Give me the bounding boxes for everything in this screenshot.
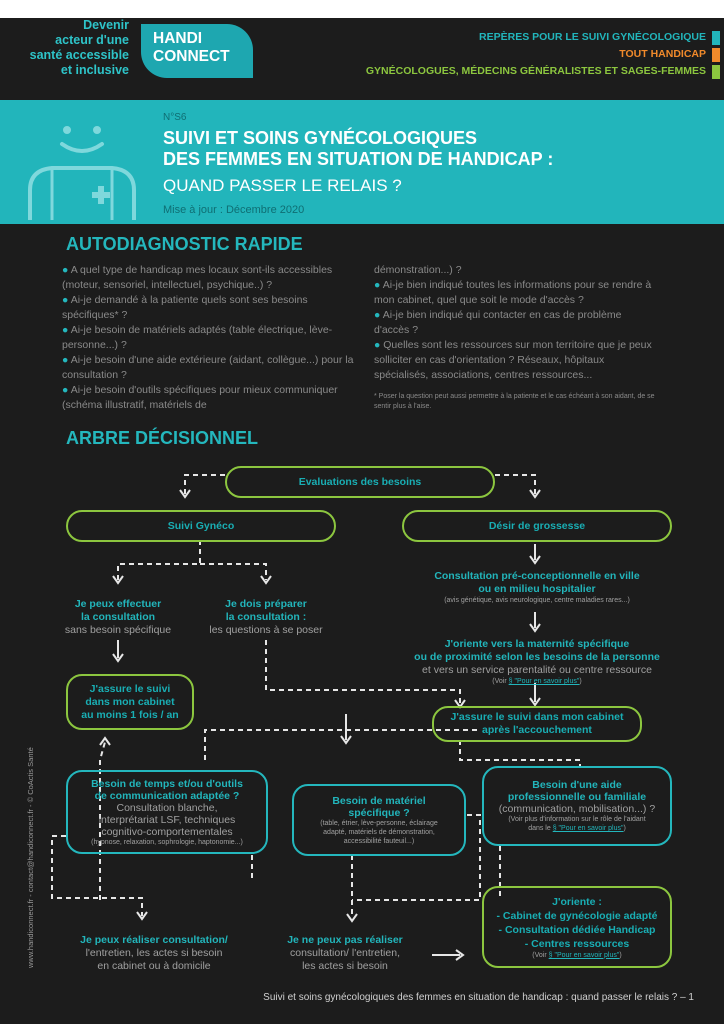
node-line: ou en milieu hospitalier [478, 583, 596, 595]
node-line: les actes si besoin [302, 960, 388, 972]
node-line: l'entretien, les actes si besoin [85, 947, 223, 959]
pour-en-savoir-plus-link[interactable]: § "Pour en savoir plus" [552, 825, 624, 832]
node-line: (Voir § "Pour en savoir plus") [532, 951, 622, 959]
node-line: spécifique ? [348, 806, 410, 819]
node-line: adapté, matériels de démonstration, [323, 828, 435, 836]
autodiag-heading: AUTODIAGNOSTIC RAPIDE [66, 234, 303, 254]
node-line: J'oriente vers la maternité spécifique [444, 638, 630, 650]
tagline-line: santé accessible [29, 48, 129, 62]
node-line: de communication adaptée ? [94, 789, 240, 802]
node-line: consultation/ l'entretien, [290, 947, 400, 959]
node-line: en cabinet ou à domicile [97, 960, 211, 972]
title-line: DES FEMMES EN SITUATION DE HANDICAP : [163, 149, 554, 169]
effectuer-node [56, 598, 180, 637]
page-footer: Suivi et soins gynécologiques des femmes en situation de handicap : quand passer le relais ? – 1 [263, 992, 694, 1003]
node-line: au moins 1 fois / an [81, 708, 179, 721]
root-node: Evaluations des besoins [225, 466, 495, 498]
node-line: J'assure le suivi dans mon cabinet [450, 711, 624, 723]
node-line: Je ne peux pas réaliser [287, 934, 403, 946]
preconceptionnelle-node [402, 570, 672, 605]
node-line: - Consultation dédiée Handicap [498, 923, 656, 936]
reperes-label: REPÈRES POUR LE SUIVI GYNÉCOLOGIQUE [479, 31, 706, 43]
node-line: Consultation blanche, [116, 801, 218, 814]
tagline-line: acteur d'une [55, 33, 129, 47]
list-item: ● Ai-je besoin de matériels adaptés (table électrique, lève-personne...) ? [62, 324, 333, 351]
preparer-node [196, 598, 336, 637]
node-line: Je dois préparer [225, 598, 307, 610]
sheet-number: N°S6 [163, 112, 187, 123]
node-line: Besoin de matériel [332, 794, 426, 807]
node-line: Besoin d'une aide [532, 779, 622, 791]
logo-text: CONNECT [153, 48, 230, 65]
logo-text: HANDI [153, 30, 203, 47]
tagline-line: Devenir [83, 18, 129, 32]
list-item-continued: démonstration...) ? [374, 264, 462, 276]
node-line: J'oriente : [552, 895, 602, 908]
node-line: interprétariat LSF, techniques [98, 813, 236, 826]
besoin-aide-node [482, 766, 672, 846]
list-item: ● Ai-je demandé à la patiente quels sont ses besoins spécifiques* ? [62, 294, 308, 321]
list-item: ● Ai-je besoin d'outils spécifiques pour mieux communiquer (schéma illustratif, matériels de [62, 384, 338, 411]
desir-grossesse-node: Désir de grossesse [402, 510, 672, 542]
besoin-materiel-node [292, 784, 466, 856]
node-line: accessibilité fauteuil...) [343, 837, 415, 845]
node-line: après l'accouchement [482, 724, 592, 736]
node-line: dans mon cabinet [85, 695, 175, 708]
peux-realiser-node [56, 934, 252, 973]
node-line: dans le § "Pour en savoir plus") [528, 825, 626, 832]
update-date: Mise à jour : Décembre 2020 [163, 204, 305, 216]
node-line: professionnelle ou familiale [507, 791, 647, 803]
node-line: (hypnose, relaxation, sophrologie, haptonomie...) [91, 838, 243, 846]
page-subtitle: QUAND PASSER LE RELAIS ? [163, 176, 402, 195]
node-line: la consultation : [225, 611, 307, 623]
node-line: les questions à se poser [209, 624, 323, 636]
node-line: Je peux effectuer [74, 598, 162, 610]
suivi-gyneco-node: Suivi Gynéco [66, 510, 336, 542]
side-credits: www.handiconnect.fr - contact@handiconnect.fr - © CoActis Santé [26, 747, 35, 968]
node-line: sans besoin spécifique [64, 624, 172, 636]
oriente-maternite-node [392, 638, 682, 686]
accouchement-node [432, 706, 642, 742]
node-line: (table, étrier, lève-personne, éclairage [320, 819, 438, 827]
node-line: Besoin de temps et/ou d'outils [91, 777, 243, 790]
node-line: - Centres ressources [524, 937, 630, 950]
node-line: cognitivo-comportementales [101, 825, 233, 838]
node-line: Je peux réaliser consultation/ [80, 934, 228, 946]
node-line: - Cabinet de gynécologie adapté [496, 909, 658, 922]
footnote: * Poser la question peut aussi permettre à la patiente et le cas échéant à son aidant, de se sentir plus à l'aise. [374, 393, 655, 410]
node-line: ou de proximité selon les besoins de la personne [414, 651, 660, 663]
list-item: ● Ai-je bien indiqué toutes les informations pour se rendre à mon cabinet, quel que soit le mode d'accès ? [374, 279, 652, 306]
oriente-final-node [482, 886, 672, 968]
node-line: J'assure le suivi [89, 682, 171, 695]
pour-en-savoir-plus-link[interactable]: § "Pour en savoir plus" [508, 678, 580, 685]
title-line: SUIVI ET SOINS GYNÉCOLOGIQUES [163, 128, 478, 148]
list-item: ● Ai-je besoin d'une aide extérieure (aidant, collègue...) pour la consultation ? [62, 354, 354, 381]
besoin-temps-node [66, 770, 268, 854]
node-line: (communication, mobilisation...) ? [498, 803, 656, 815]
pour-en-savoir-plus-link[interactable]: § "Pour en savoir plus" [548, 951, 620, 959]
ne-peux-pas-node [272, 934, 418, 973]
list-item: ● Quelles sont les ressources sur mon territoire que je peux solliciter en cas d'orientation ? Réseaux, hôpitaux spécialisés, associations, centres ressources... [374, 339, 652, 381]
node-line: (avis génétique, avis neurologique, centre maladies rares...) [444, 597, 630, 604]
tree-heading: ARBRE DÉCISIONNEL [66, 428, 259, 448]
node-line: et vers un service parentalité ou centre ressource [422, 664, 652, 676]
list-item: ● A quel type de handicap mes locaux sont-ils accessibles (moteur, sensoriel, intellectuel, psychique..) ? [62, 264, 333, 291]
professionals-label: GYNÉCOLOGUES, MÉDECINS GÉNÉRALISTES ET SAGES-FEMMES [365, 65, 706, 77]
node-line: la consultation [80, 611, 156, 623]
node-line: (Voir § "Pour en savoir plus") [492, 678, 582, 685]
tagline-line: et inclusive [60, 63, 129, 77]
assure-suivi-node [66, 674, 194, 730]
list-item: ● Ai-je bien indiqué qui contacter en cas de problème d'accès ? [374, 309, 622, 336]
node-line: (Voir plus d'information sur le rôle de l'aidant [508, 816, 646, 823]
audience-label: TOUT HANDICAP [619, 48, 706, 60]
node-line: Consultation pré-conceptionnelle en ville [434, 570, 640, 582]
